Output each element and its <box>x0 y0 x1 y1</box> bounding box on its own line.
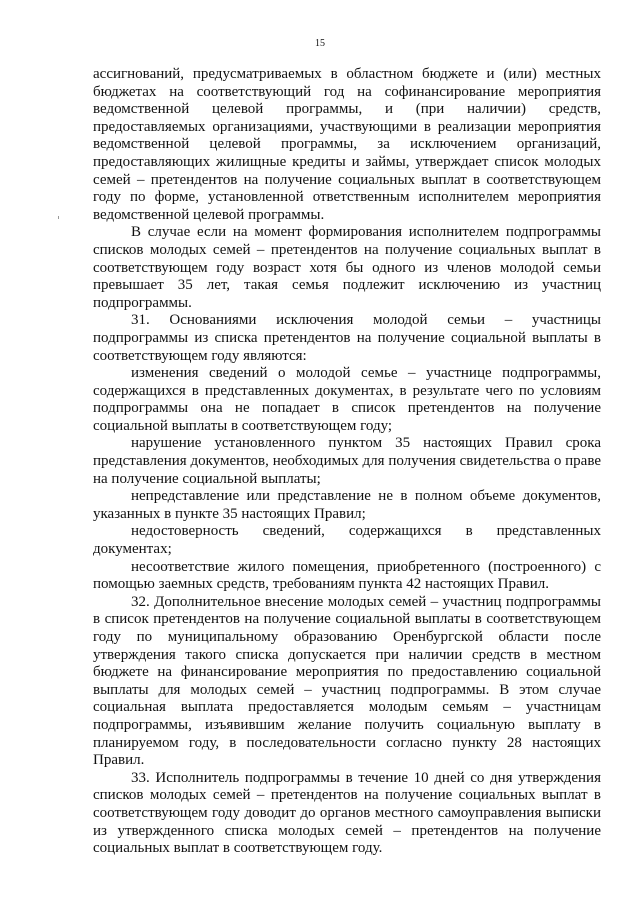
page-number: 15 <box>315 38 325 49</box>
body-text <box>93 66 601 858</box>
paragraph-31: 31. Основаниями исключения молодой семьи – участницы подпрограммы из списка претендентов на получение социальной выплаты в соответствующем году являются: <box>93 312 601 364</box>
list-item-changes: изменения сведений о молодой семье – участнице подпрограммы, содержащихся в представленных документах, в результате чего по условиям подпрограммы она не попадает в список претендентов на получение социальной выплаты в соответствующем году; <box>93 365 601 434</box>
paragraph-32: 32. Дополнительное внесение молодых семей – участниц подпрограммы в список претендентов на получение социальной выплаты в соответствующем году по муниципальному образованию Оренбургской области после утверждения такого списка допускается при наличии средств в местном бюджете на финансирование мероприятия по предоставлению социальной выплаты для молодых семей – участниц подпрограммы. В этом случае социальная выплата предоставляется молодым семьям – участницам подпрограммы, изъявившим желание получить социальную выплату в планируемом году, в последовательности согласно пункту 28 настоящих Правил. <box>93 593 601 769</box>
margin-mark <box>58 216 59 219</box>
list-item-documents: непредставление или представление не в полном объеме документов, указанных в пункте 35 настоящих Правил; <box>93 488 601 522</box>
list-item-housing: несоответствие жилого помещения, приобретенного (построенного) с помощью заемных средств, требованиям пункта 42 настоящих Правил. <box>93 558 601 593</box>
paragraph-continuation: ассигнований, предусматриваемых в областном бюджете и (или) местных бюджетах на соответствующий год на софинансирование мероприятия ведомственной целевой программы, и (при наличии) средств, предоставляемых организациями, участвующими в реализации мероприятия ведомственной целевой программы, за исключением организаций, предоставляющих жилищные кредиты и займы, утверждает список молодых семей – претендентов на получение социальных выплат в соответствующем году по форме, установленной ответственным исполнителем мероприятия ведомственной целевой программы. <box>93 66 601 223</box>
list-item-deadline: нарушение установленного пунктом 35 настоящих Правил срока представления документов, необходимых для получения свидетельства о праве на получение социальной выплаты; <box>93 435 601 487</box>
paragraph-33: 33. Исполнитель подпрограммы в течение 10 дней со дня утверждения списков молодых семей – претендентов на получение социальных выплат в соответствующем году доводит до органов местного самоуправления выписки из утвержденного списка молодых семей – претендентов на получение социальных выплат в соответствующем году. <box>93 769 601 857</box>
paragraph-age-limit: В случае если на момент формирования исполнителем подпрограммы списков молодых семей – претендентов на получение социальных выплат в соответствующем году возраст хотя бы одного из членов молодой семьи превышает 35 лет, такая семья подлежит исключению из участниц подпрограммы. <box>93 224 601 311</box>
list-item-unreliable: недостоверность сведений, содержащихся в представленных документах; <box>93 523 601 558</box>
